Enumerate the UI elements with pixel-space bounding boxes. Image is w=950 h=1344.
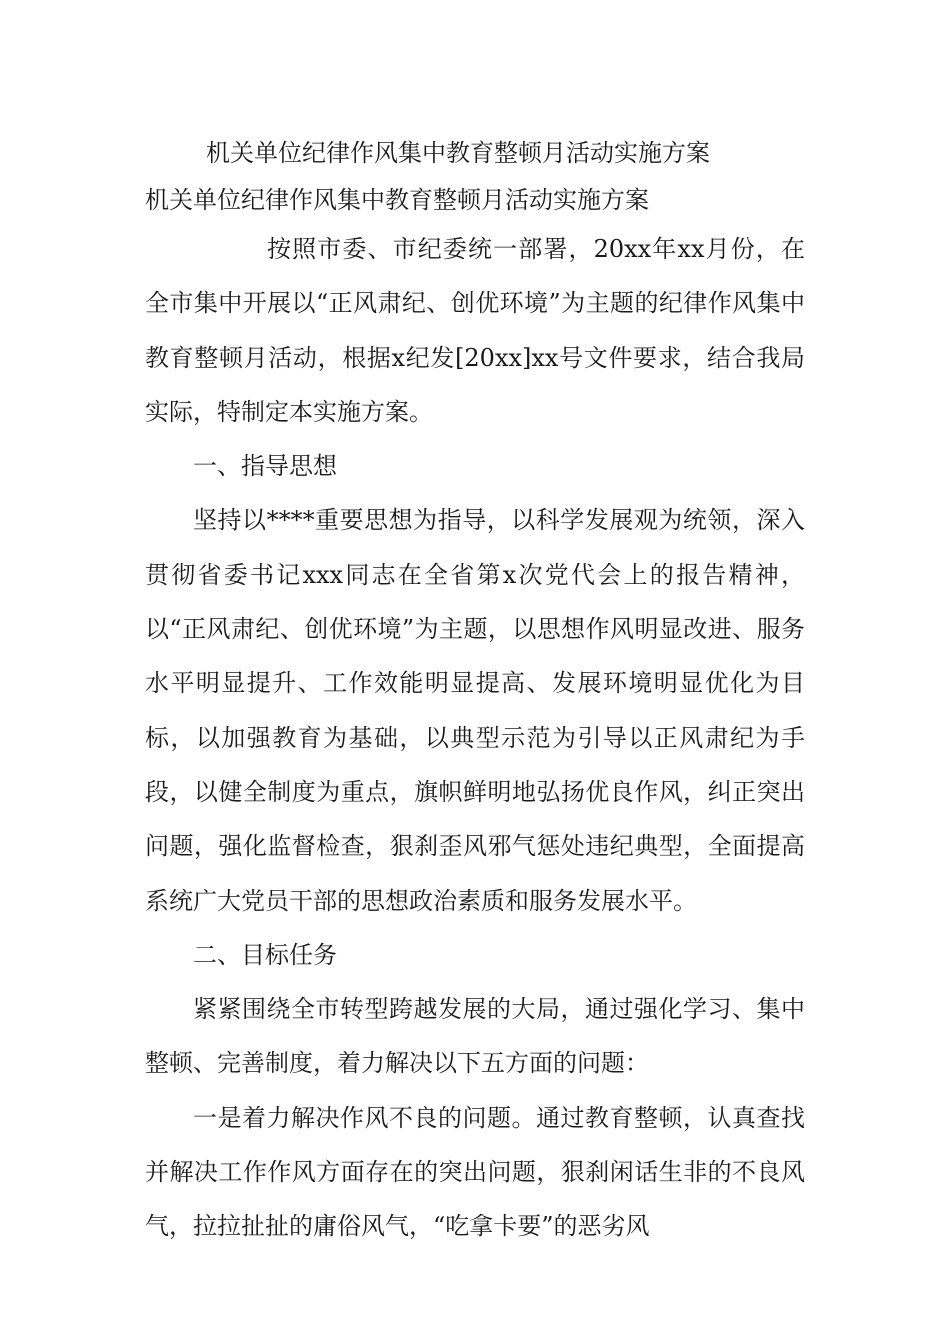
document-subtitle: 机关单位纪律作风集中教育整顿月活动实施方案 bbox=[145, 186, 649, 214]
document-title: 机关单位纪律作风集中教育整顿月活动实施方案 bbox=[206, 139, 710, 167]
document-body bbox=[145, 222, 805, 1254]
first-issue-paragraph: 一是着力解决作风不良的问题。通过教育整顿，认真查找并解决工作作风方面存在的突出问题，狠刹闲话生非的不良风气，拉拉扯扯的庸俗风气，“吃拿卡要”的恶劣风 bbox=[145, 1103, 805, 1241]
goals-tasks-paragraph: 紧紧围绕全市转型跨越发展的大局，通过强化学习、集中整顿、完善制度，着力解决以下五方面的问题： bbox=[145, 995, 805, 1078]
section-heading-guiding-ideology: 一、指导思想 bbox=[193, 452, 337, 481]
section-heading-goals-tasks: 二、目标任务 bbox=[193, 940, 337, 969]
guiding-ideology-paragraph: 坚持以****重要思想为指导，以科学发展观为统领，深入贯彻省委书记xxx同志在全省第x次党代会上的报告精神，以“正风肃纪、创优环境”为主题，以思想作风明显改进、服务水平明显提升、工作效能明显提高、发展环境明显优化为目标，以加强教育为基础，以典型示范为引导以正风肃纪为手段，以健全制度为重点，旗帜鲜明地弘扬优良作风，纠正突出问题，强化监督检查，狠刹歪风邪气惩处违纪典型，全面提高系统广大党员干部的思想政治素质和服务发展水平。 bbox=[145, 506, 805, 915]
intro-paragraph: 按照市委、市纪委统一部署，20xx年xx月份，在全市集中开展以“正风肃纪、创优环境”为主题的纪律作风集中教育整顿月活动，根据x纪发[20xx]xx号文件要求，结合我局实际，特制定本实施方案。 bbox=[145, 235, 805, 426]
